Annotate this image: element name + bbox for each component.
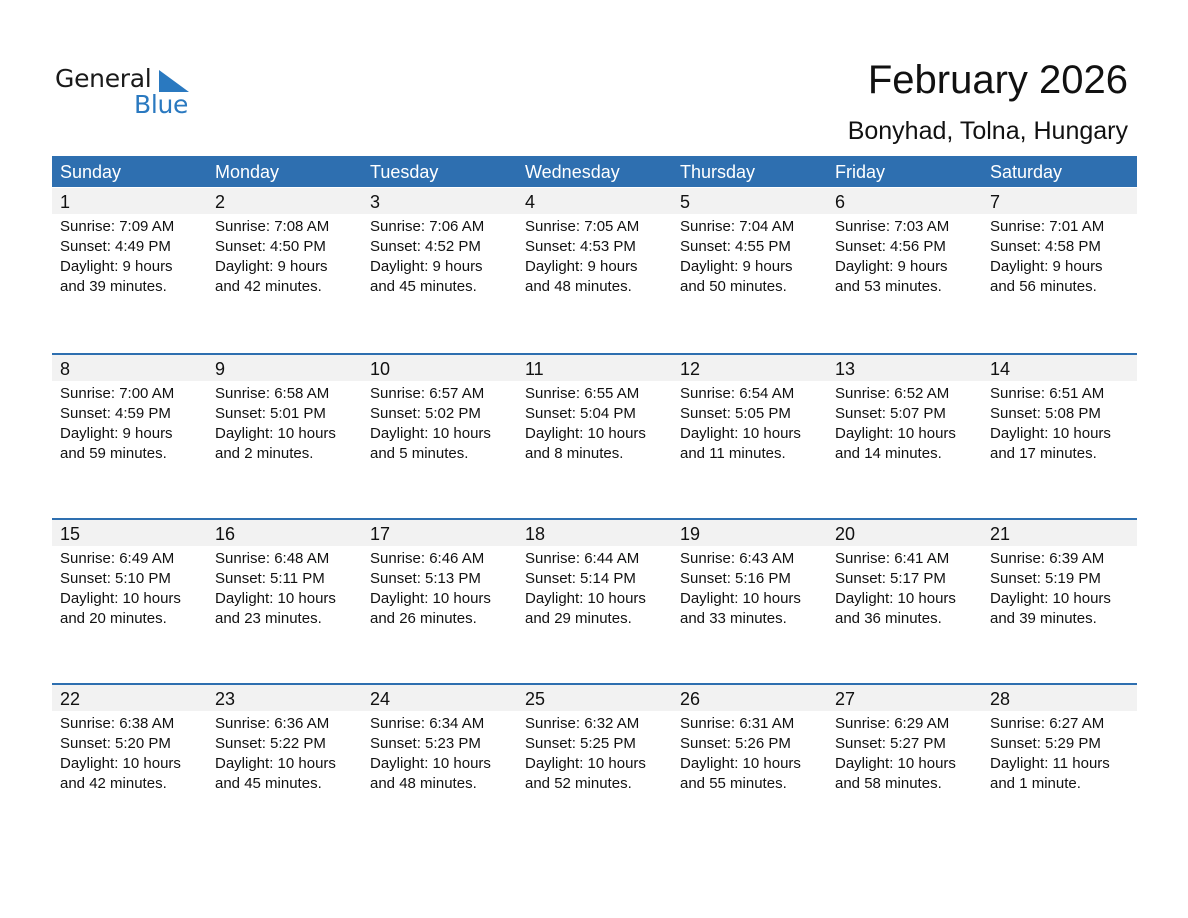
sunset-text: Sunset: 5:19 PM bbox=[990, 570, 1101, 587]
day-number: 12 bbox=[680, 359, 701, 379]
day-number: 18 bbox=[525, 524, 546, 544]
sunrise-text: Sunrise: 7:03 AM bbox=[835, 218, 950, 235]
day-info bbox=[60, 714, 181, 794]
weekday-saturday: Saturday bbox=[990, 162, 1063, 182]
daylight-minutes-text: and 23 minutes. bbox=[215, 610, 322, 627]
daylight-minutes-text: and 59 minutes. bbox=[60, 445, 167, 462]
day-cell bbox=[672, 685, 827, 845]
day-cell bbox=[827, 685, 982, 845]
day-cell bbox=[982, 188, 1137, 348]
day-number: 17 bbox=[370, 524, 391, 544]
day-number: 10 bbox=[370, 359, 391, 379]
sunset-text: Sunset: 5:27 PM bbox=[835, 735, 946, 752]
daylight-text: Daylight: 10 hours bbox=[835, 590, 956, 607]
day-cell bbox=[827, 188, 982, 348]
daylight-text: Daylight: 9 hours bbox=[680, 258, 793, 275]
sunset-text: Sunset: 4:50 PM bbox=[215, 238, 326, 255]
daylight-minutes-text: and 5 minutes. bbox=[370, 445, 469, 462]
daylight-minutes-text: and 33 minutes. bbox=[680, 610, 787, 627]
day-info bbox=[60, 217, 174, 297]
day-info bbox=[215, 217, 329, 297]
weekday-wednesday: Wednesday bbox=[525, 162, 620, 182]
day-number: 2 bbox=[215, 192, 226, 212]
day-info bbox=[215, 384, 336, 464]
daylight-minutes-text: and 58 minutes. bbox=[835, 775, 942, 792]
day-info bbox=[370, 217, 484, 297]
daylight-minutes-text: and 45 minutes. bbox=[370, 278, 477, 295]
day-info bbox=[835, 549, 956, 629]
sunrise-text: Sunrise: 6:55 AM bbox=[525, 385, 640, 402]
sunrise-text: Sunrise: 7:05 AM bbox=[525, 218, 640, 235]
daylight-text: Daylight: 9 hours bbox=[370, 258, 483, 275]
week-row bbox=[52, 188, 1137, 353]
day-number: 26 bbox=[680, 689, 701, 709]
sunrise-text: Sunrise: 6:34 AM bbox=[370, 715, 485, 732]
day-number: 20 bbox=[835, 524, 856, 544]
daylight-minutes-text: and 48 minutes. bbox=[525, 278, 632, 295]
day-cell bbox=[362, 188, 517, 348]
daylight-minutes-text: and 52 minutes. bbox=[525, 775, 632, 792]
daylight-text: Daylight: 10 hours bbox=[525, 425, 646, 442]
daylight-text: Daylight: 11 hours bbox=[990, 755, 1110, 772]
sunset-text: Sunset: 4:53 PM bbox=[525, 238, 636, 255]
day-number: 14 bbox=[990, 359, 1011, 379]
day-cell bbox=[517, 355, 672, 515]
daylight-minutes-text: and 36 minutes. bbox=[835, 610, 942, 627]
sunrise-text: Sunrise: 6:54 AM bbox=[680, 385, 795, 402]
day-cell bbox=[672, 188, 827, 348]
daylight-minutes-text: and 48 minutes. bbox=[370, 775, 477, 792]
day-info bbox=[680, 384, 801, 464]
day-number: 22 bbox=[60, 689, 81, 709]
daylight-minutes-text: and 42 minutes. bbox=[60, 775, 167, 792]
sunrise-text: Sunrise: 7:04 AM bbox=[680, 218, 795, 235]
daylight-minutes-text: and 50 minutes. bbox=[680, 278, 787, 295]
day-cell bbox=[207, 685, 362, 845]
daylight-text: Daylight: 10 hours bbox=[835, 755, 956, 772]
sunset-text: Sunset: 4:55 PM bbox=[680, 238, 791, 255]
day-number: 3 bbox=[370, 192, 381, 212]
day-number: 25 bbox=[525, 689, 546, 709]
day-number: 9 bbox=[215, 359, 226, 379]
sunset-text: Sunset: 5:29 PM bbox=[990, 735, 1101, 752]
day-cell bbox=[827, 520, 982, 680]
sunset-text: Sunset: 5:07 PM bbox=[835, 405, 946, 422]
day-number: 24 bbox=[370, 689, 391, 709]
page-title: February 2026 bbox=[867, 58, 1128, 102]
daylight-minutes-text: and 56 minutes. bbox=[990, 278, 1097, 295]
day-info bbox=[990, 384, 1111, 464]
daylight-minutes-text: and 39 minutes. bbox=[990, 610, 1097, 627]
daylight-minutes-text: and 39 minutes. bbox=[60, 278, 167, 295]
sunrise-text: Sunrise: 6:27 AM bbox=[990, 715, 1105, 732]
day-cell bbox=[672, 355, 827, 515]
daylight-minutes-text: and 11 minutes. bbox=[680, 445, 786, 462]
daylight-minutes-text: and 45 minutes. bbox=[215, 775, 322, 792]
sunrise-text: Sunrise: 7:01 AM bbox=[990, 218, 1105, 235]
day-number: 16 bbox=[215, 524, 236, 544]
daylight-text: Daylight: 10 hours bbox=[60, 755, 181, 772]
day-cell bbox=[207, 520, 362, 680]
day-number: 5 bbox=[680, 192, 691, 212]
day-cell bbox=[207, 355, 362, 515]
sunset-text: Sunset: 5:26 PM bbox=[680, 735, 791, 752]
daylight-text: Daylight: 10 hours bbox=[370, 425, 491, 442]
daylight-text: Daylight: 10 hours bbox=[370, 755, 491, 772]
daylight-text: Daylight: 10 hours bbox=[215, 755, 336, 772]
sunrise-text: Sunrise: 6:44 AM bbox=[525, 550, 640, 567]
sunset-text: Sunset: 5:08 PM bbox=[990, 405, 1101, 422]
day-cell bbox=[52, 188, 207, 348]
sunset-text: Sunset: 5:25 PM bbox=[525, 735, 636, 752]
sunset-text: Sunset: 5:23 PM bbox=[370, 735, 481, 752]
weekday-header-row bbox=[52, 156, 1137, 187]
day-info bbox=[835, 217, 949, 297]
daylight-text: Daylight: 10 hours bbox=[370, 590, 491, 607]
day-info bbox=[680, 714, 801, 794]
day-cell bbox=[362, 520, 517, 680]
sunset-text: Sunset: 5:16 PM bbox=[680, 570, 791, 587]
daylight-text: Daylight: 10 hours bbox=[525, 755, 646, 772]
day-number: 27 bbox=[835, 689, 856, 709]
day-cell bbox=[517, 520, 672, 680]
sunrise-text: Sunrise: 6:46 AM bbox=[370, 550, 485, 567]
sunset-text: Sunset: 5:13 PM bbox=[370, 570, 481, 587]
daylight-minutes-text: and 17 minutes. bbox=[990, 445, 1097, 462]
sunset-text: Sunset: 5:01 PM bbox=[215, 405, 326, 422]
day-info bbox=[525, 217, 639, 297]
day-number: 28 bbox=[990, 689, 1011, 709]
day-info bbox=[990, 549, 1111, 629]
daylight-text: Daylight: 9 hours bbox=[525, 258, 638, 275]
logo bbox=[55, 64, 205, 124]
day-number: 13 bbox=[835, 359, 856, 379]
daylight-text: Daylight: 10 hours bbox=[835, 425, 956, 442]
day-number: 19 bbox=[680, 524, 701, 544]
sunset-text: Sunset: 5:22 PM bbox=[215, 735, 326, 752]
daylight-minutes-text: and 26 minutes. bbox=[370, 610, 477, 627]
day-info bbox=[835, 384, 956, 464]
sunset-text: Sunset: 5:02 PM bbox=[370, 405, 481, 422]
daylight-minutes-text: and 42 minutes. bbox=[215, 278, 322, 295]
sunset-text: Sunset: 5:04 PM bbox=[525, 405, 636, 422]
daylight-minutes-text: and 55 minutes. bbox=[680, 775, 787, 792]
calendar-grid bbox=[52, 156, 1137, 792]
sunset-text: Sunset: 5:20 PM bbox=[60, 735, 171, 752]
weekday-monday: Monday bbox=[215, 162, 280, 182]
weekday-tuesday: Tuesday bbox=[370, 162, 439, 182]
day-cell bbox=[362, 685, 517, 845]
sunrise-text: Sunrise: 6:58 AM bbox=[215, 385, 330, 402]
day-number: 23 bbox=[215, 689, 236, 709]
sunset-text: Sunset: 5:17 PM bbox=[835, 570, 946, 587]
week-row bbox=[52, 683, 1137, 850]
sunrise-text: Sunrise: 6:51 AM bbox=[990, 385, 1105, 402]
day-cell bbox=[52, 685, 207, 845]
daylight-minutes-text: and 8 minutes. bbox=[525, 445, 624, 462]
weekday-sunday: Sunday bbox=[60, 162, 122, 182]
sunset-text: Sunset: 5:05 PM bbox=[680, 405, 791, 422]
weekday-friday: Friday bbox=[835, 162, 886, 182]
sunset-text: Sunset: 5:14 PM bbox=[525, 570, 636, 587]
sunrise-text: Sunrise: 7:06 AM bbox=[370, 218, 485, 235]
day-cell bbox=[362, 355, 517, 515]
location-subtitle: Bonyhad, Tolna, Hungary bbox=[847, 117, 1128, 145]
daylight-text: Daylight: 10 hours bbox=[680, 590, 801, 607]
day-number: 7 bbox=[990, 192, 1001, 212]
sunrise-text: Sunrise: 6:48 AM bbox=[215, 550, 330, 567]
day-cell bbox=[517, 188, 672, 348]
day-number: 21 bbox=[990, 524, 1011, 544]
daylight-text: Daylight: 10 hours bbox=[680, 425, 801, 442]
daylight-minutes-text: and 1 minute. bbox=[990, 775, 1081, 792]
daylight-text: Daylight: 10 hours bbox=[990, 590, 1111, 607]
day-cell bbox=[982, 520, 1137, 680]
sunset-text: Sunset: 4:56 PM bbox=[835, 238, 946, 255]
daylight-text: Daylight: 9 hours bbox=[60, 425, 173, 442]
day-info bbox=[370, 549, 491, 629]
sunset-text: Sunset: 4:58 PM bbox=[990, 238, 1101, 255]
day-info bbox=[215, 714, 336, 794]
daylight-text: Daylight: 10 hours bbox=[215, 425, 336, 442]
sunrise-text: Sunrise: 6:52 AM bbox=[835, 385, 950, 402]
daylight-text: Daylight: 9 hours bbox=[60, 258, 173, 275]
week-row bbox=[52, 353, 1137, 520]
daylight-text: Daylight: 9 hours bbox=[835, 258, 948, 275]
sunset-text: Sunset: 4:59 PM bbox=[60, 405, 171, 422]
day-info bbox=[215, 549, 336, 629]
daylight-minutes-text: and 53 minutes. bbox=[835, 278, 942, 295]
day-cell bbox=[982, 355, 1137, 515]
sunrise-text: Sunrise: 7:09 AM bbox=[60, 218, 175, 235]
day-cell bbox=[827, 355, 982, 515]
sunrise-text: Sunrise: 6:32 AM bbox=[525, 715, 640, 732]
day-info bbox=[370, 714, 491, 794]
sunrise-text: Sunrise: 6:57 AM bbox=[370, 385, 485, 402]
day-number: 8 bbox=[60, 359, 71, 379]
day-number: 15 bbox=[60, 524, 81, 544]
sunrise-text: Sunrise: 6:39 AM bbox=[990, 550, 1105, 567]
sunrise-text: Sunrise: 7:08 AM bbox=[215, 218, 330, 235]
daylight-text: Daylight: 10 hours bbox=[60, 590, 181, 607]
daylight-minutes-text: and 20 minutes. bbox=[60, 610, 167, 627]
sunrise-text: Sunrise: 7:00 AM bbox=[60, 385, 175, 402]
day-number: 6 bbox=[835, 192, 846, 212]
day-info bbox=[680, 549, 801, 629]
daylight-text: Daylight: 10 hours bbox=[215, 590, 336, 607]
day-info bbox=[525, 549, 646, 629]
daylight-text: Daylight: 9 hours bbox=[215, 258, 328, 275]
day-info bbox=[680, 217, 794, 297]
daylight-minutes-text: and 14 minutes. bbox=[835, 445, 942, 462]
sunrise-text: Sunrise: 6:29 AM bbox=[835, 715, 950, 732]
logo-triangle-icon bbox=[159, 70, 189, 92]
sunrise-text: Sunrise: 6:43 AM bbox=[680, 550, 795, 567]
sunset-text: Sunset: 5:11 PM bbox=[215, 570, 325, 587]
day-cell bbox=[52, 355, 207, 515]
day-number: 11 bbox=[525, 359, 544, 379]
daylight-minutes-text: and 2 minutes. bbox=[215, 445, 314, 462]
day-cell bbox=[52, 520, 207, 680]
week-row bbox=[52, 518, 1137, 685]
day-info bbox=[835, 714, 956, 794]
sunrise-text: Sunrise: 6:49 AM bbox=[60, 550, 175, 567]
day-cell bbox=[982, 685, 1137, 845]
day-info bbox=[60, 384, 174, 464]
daylight-text: Daylight: 10 hours bbox=[990, 425, 1111, 442]
day-info bbox=[525, 714, 646, 794]
day-cell bbox=[207, 188, 362, 348]
sunset-text: Sunset: 4:49 PM bbox=[60, 238, 171, 255]
day-cell bbox=[517, 685, 672, 845]
day-number: 1 bbox=[60, 192, 71, 212]
day-info bbox=[990, 217, 1104, 297]
weekday-thursday: Thursday bbox=[680, 162, 756, 182]
day-info bbox=[60, 549, 181, 629]
sunrise-text: Sunrise: 6:36 AM bbox=[215, 715, 330, 732]
day-number: 4 bbox=[525, 192, 536, 212]
sunrise-text: Sunrise: 6:31 AM bbox=[680, 715, 795, 732]
daylight-text: Daylight: 10 hours bbox=[680, 755, 801, 772]
sunrise-text: Sunrise: 6:41 AM bbox=[835, 550, 950, 567]
logo-text-blue: Blue bbox=[134, 90, 189, 119]
sunset-text: Sunset: 4:52 PM bbox=[370, 238, 481, 255]
day-info bbox=[525, 384, 646, 464]
sunset-text: Sunset: 5:10 PM bbox=[60, 570, 171, 587]
daylight-text: Daylight: 10 hours bbox=[525, 590, 646, 607]
sunrise-text: Sunrise: 6:38 AM bbox=[60, 715, 175, 732]
logo-text-general: General bbox=[55, 64, 152, 93]
daylight-minutes-text: and 29 minutes. bbox=[525, 610, 632, 627]
day-info bbox=[990, 714, 1110, 794]
day-info bbox=[370, 384, 491, 464]
day-cell bbox=[672, 520, 827, 680]
daylight-text: Daylight: 9 hours bbox=[990, 258, 1103, 275]
